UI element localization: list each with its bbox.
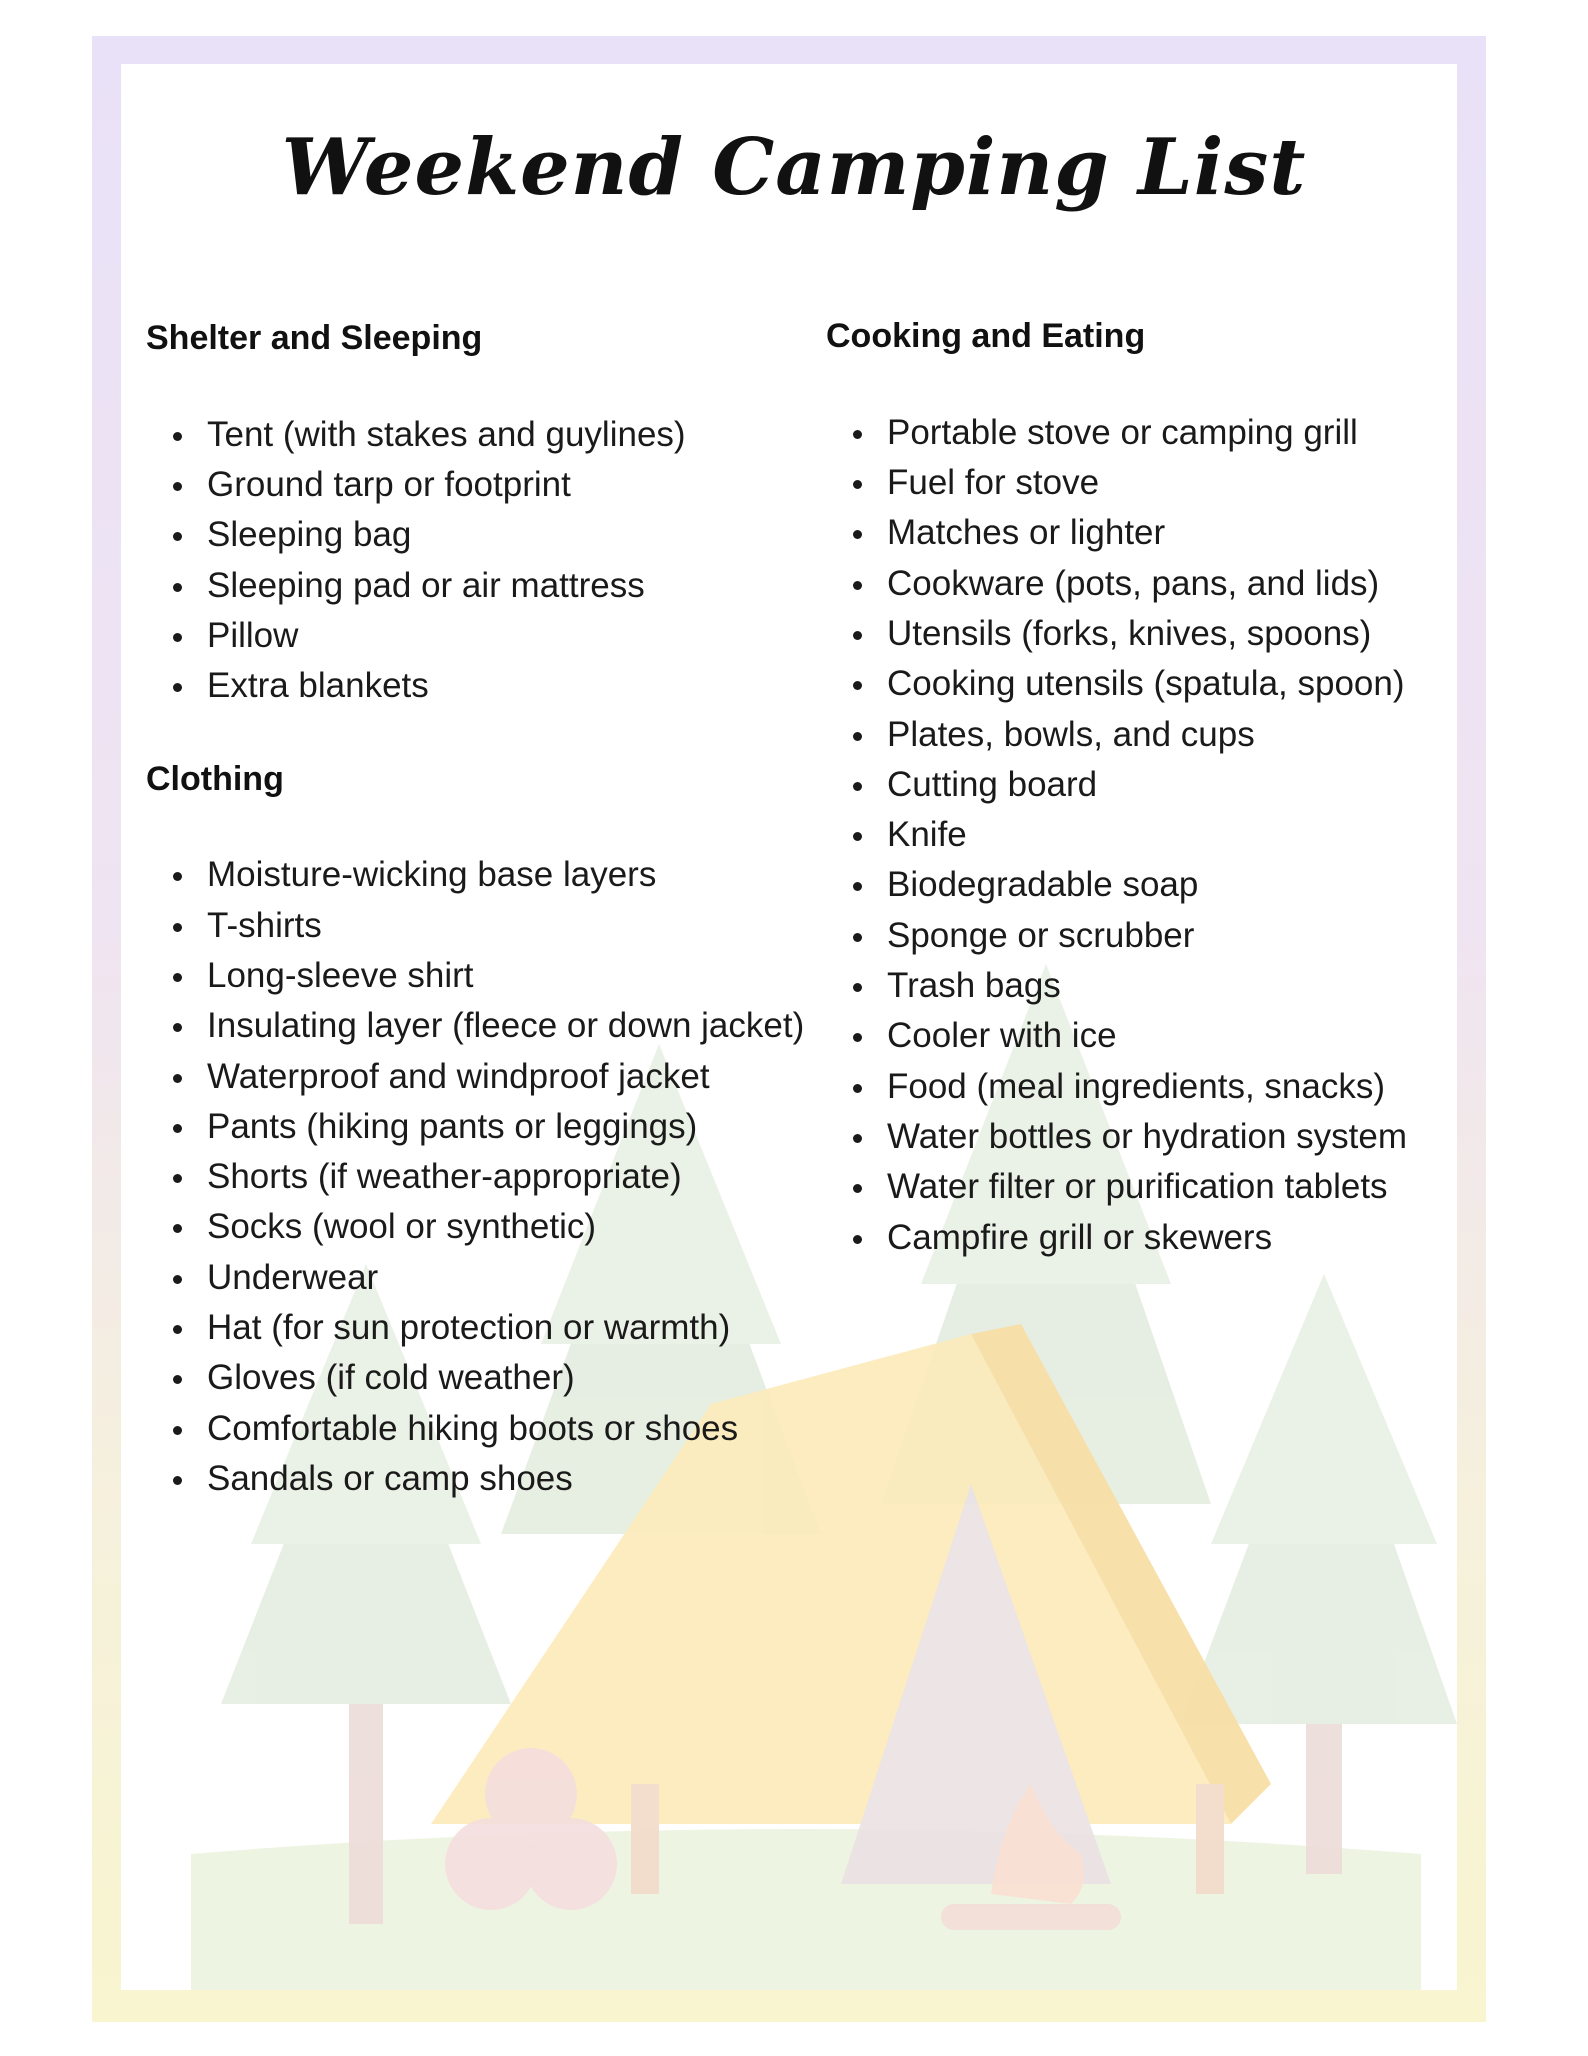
list-item: Sandals or camp shoes: [146, 1454, 836, 1504]
list-item: Cutting board: [826, 760, 1526, 810]
list-item: Insulating layer (fleece or down jacket): [146, 1001, 836, 1051]
list-item: Cooler with ice: [826, 1011, 1526, 1061]
list-item: Portable stove or camping grill: [826, 408, 1526, 458]
list-item: Ground tarp or footprint: [146, 460, 836, 510]
list-item: Plates, bowls, and cups: [826, 710, 1526, 760]
list-item: Trash bags: [826, 961, 1526, 1011]
list-item: Socks (wool or synthetic): [146, 1202, 836, 1252]
list-item: Utensils (forks, knives, spoons): [826, 609, 1526, 659]
list-item: Campfire grill or skewers: [826, 1213, 1526, 1263]
list-item: T-shirts: [146, 901, 836, 951]
list-item: Underwear: [146, 1253, 836, 1303]
list-item: Moisture-wicking base layers: [146, 850, 836, 900]
list-item: Knife: [826, 810, 1526, 860]
list-item: Tent (with stakes and guylines): [146, 410, 836, 460]
list-item: Long-sleeve shirt: [146, 951, 836, 1001]
list-item: Sleeping pad or air mattress: [146, 561, 836, 611]
list-item: Food (meal ingredients, snacks): [826, 1062, 1526, 1112]
list-item: Waterproof and windproof jacket: [146, 1052, 836, 1102]
left-column: [146, 318, 836, 1504]
list-item: Hat (for sun protection or warmth): [146, 1303, 836, 1353]
cooking-list: [826, 408, 1526, 1263]
clothing-list: [146, 850, 836, 1504]
list-item: Gloves (if cold weather): [146, 1353, 836, 1403]
list-item: Water bottles or hydration system: [826, 1112, 1526, 1162]
list-item: Fuel for stove: [826, 458, 1526, 508]
list-item: Shorts (if weather-appropriate): [146, 1152, 836, 1202]
list-item: Water filter or purification tablets: [826, 1162, 1526, 1212]
section-heading-cooking: Cooking and Eating: [826, 317, 1146, 355]
right-column: [826, 316, 1526, 1263]
page-title: Weekend Camping List: [281, 122, 1307, 213]
list-item: Cookware (pots, pans, and lids): [826, 559, 1526, 609]
list-item: Sleeping bag: [146, 510, 836, 560]
list-item: Sponge or scrubber: [826, 911, 1526, 961]
list-item: Extra blankets: [146, 661, 836, 711]
list-item: Pants (hiking pants or leggings): [146, 1102, 836, 1152]
section-heading-clothing: Clothing: [146, 759, 284, 798]
list-item: Matches or lighter: [826, 508, 1526, 558]
list-item: Pillow: [146, 611, 836, 661]
list-item: Cooking utensils (spatula, spoon): [826, 659, 1526, 709]
shelter-list: [146, 410, 836, 712]
list-item: Comfortable hiking boots or shoes: [146, 1404, 836, 1454]
section-heading-shelter: Shelter and Sleeping: [146, 319, 483, 357]
list-item: Biodegradable soap: [826, 860, 1526, 910]
